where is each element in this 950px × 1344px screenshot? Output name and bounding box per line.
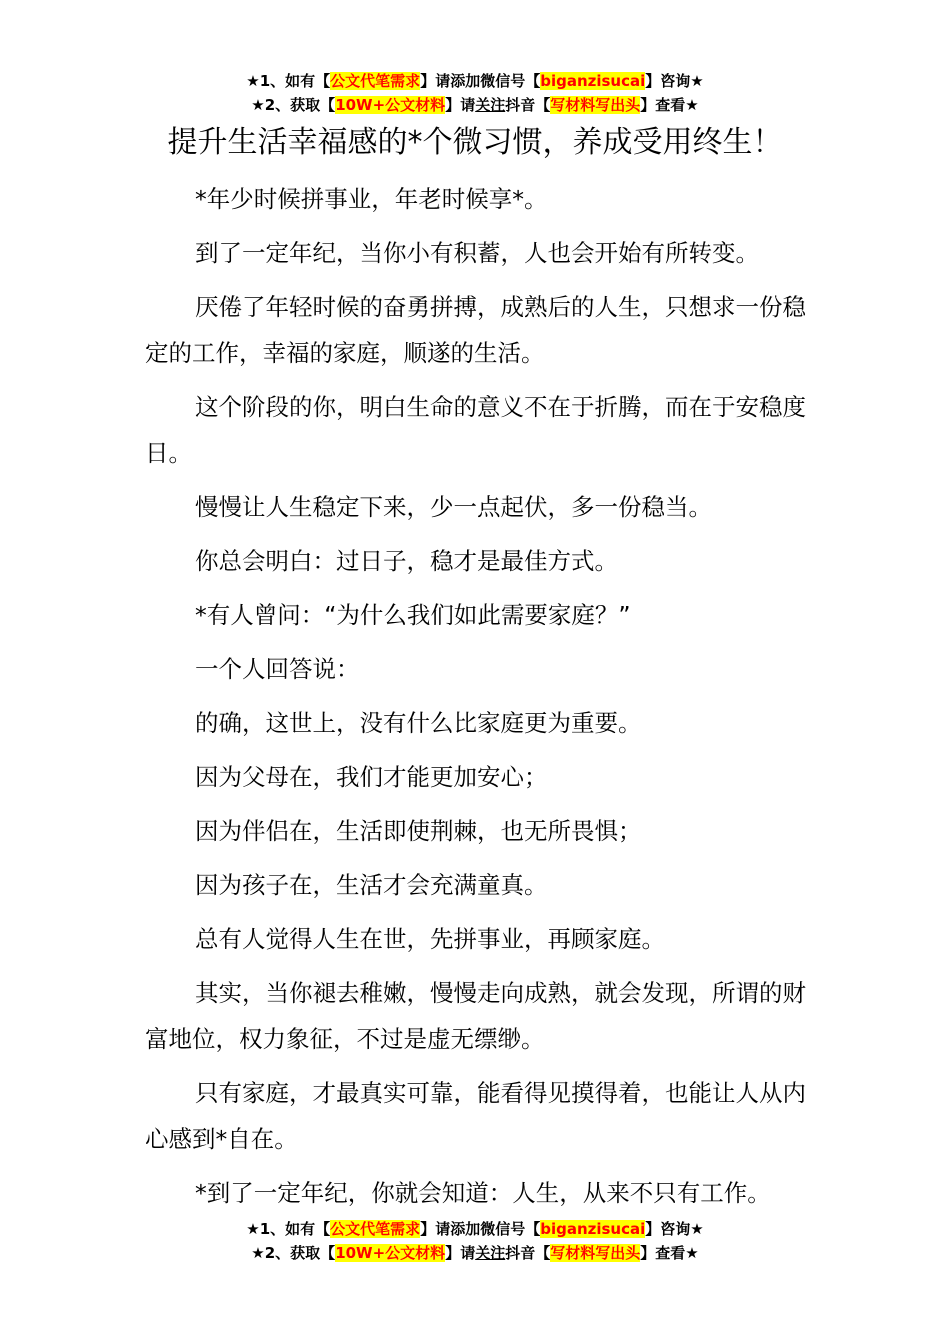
paragraph: 因为孩子在，生活才会充满童真。 [195,871,548,899]
paragraph: 因为伴侣在，生活即使荆棘，也无所畏惧； [195,817,642,845]
banner-text: 】请 [445,96,476,114]
banner-underlined-text: 关注 [475,1244,506,1262]
paragraph: 一个人回答说： [195,655,360,683]
paragraph: *年少时候拼事业，年老时候享*。 [195,185,548,213]
banner-text: ★1、如有【 [246,72,331,90]
banner-text: ★1、如有【 [246,1220,331,1238]
header-banner-line-2 [0,94,950,116]
paragraph: 其实，当你褪去稚嫩，慢慢走向成熟，就会发现，所谓的财富地位，权力象征，不过是虚无缥缈。 [145,979,806,1053]
banner-text: 】查看★ [640,1244,699,1262]
banner-text: 】请添加微信号【 [420,1220,541,1238]
banner-highlight: 公文代笔需求 [330,1220,421,1238]
footer-banner-line-2 [0,1242,950,1264]
banner-highlight: 10W+公文材料 [335,96,446,114]
paragraph: 的确，这世上，没有什么比家庭更为重要。 [195,709,642,737]
banner-text: 】请 [445,1244,476,1262]
banner-highlight: 10W+公文材料 [335,1244,446,1262]
paragraph: 慢慢让人生稳定下来，少一点起伏，多一份稳当。 [195,493,712,521]
banner-highlight: 公文代笔需求 [330,72,421,90]
paragraph: *有人曾问：“为什么我们如此需要家庭？” [195,601,631,629]
banner-text: ★2、获取【 [251,1244,336,1262]
document-title: 提升生活幸福感的*个微习惯，养成受用终生！ [167,125,783,160]
douyin-account-highlight: 写材料写出头 [550,96,641,114]
paragraph: *到了一定年纪，你就会知道：人生，从来不只有工作。 [195,1179,771,1207]
wechat-id-highlight: biganzisucai [540,72,646,90]
banner-text: 】请添加微信号【 [420,72,541,90]
douyin-account-highlight: 写材料写出头 [550,1244,641,1262]
paragraph: 这个阶段的你，明白生命的意义不在于折腾，而在于安稳度日。 [145,393,806,467]
banner-text: 】咨询★ [645,1220,704,1238]
banner-text: ★2、获取【 [251,96,336,114]
banner-underlined-text: 关注 [475,96,506,114]
paragraph: 因为父母在，我们才能更加安心； [195,763,548,791]
banner-text: 】咨询★ [645,72,704,90]
banner-text: 】查看★ [640,96,699,114]
document-body [145,176,810,1224]
banner-text: 抖音【 [505,1244,551,1262]
paragraph: 你总会明白：过日子，稳才是最佳方式。 [195,547,618,575]
paragraph: 到了一定年纪，当你小有积蓄，人也会开始有所转变。 [195,239,759,267]
footer-banner-line-1 [0,1218,950,1240]
header-banner-line-1 [0,70,950,92]
paragraph: 只有家庭，才最真实可靠，能看得见摸得着，也能让人从内心感到*自在。 [145,1079,806,1153]
paragraph: 总有人觉得人生在世，先拼事业，再顾家庭。 [195,925,665,953]
banner-text: 抖音【 [505,96,551,114]
paragraph: 厌倦了年轻时候的奋勇拼搏，成熟后的人生，只想求一份稳定的工作，幸福的家庭，顺遂的生活。 [145,293,806,367]
wechat-id-highlight: biganzisucai [540,1220,646,1238]
